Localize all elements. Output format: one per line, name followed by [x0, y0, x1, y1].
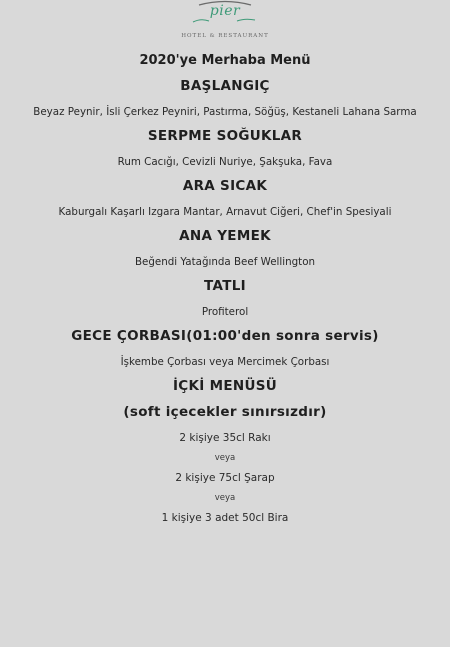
- logo-subtitle: HOTEL & RESTAURANT: [181, 33, 269, 39]
- drink-option-sarap: 2 kişiye 75cl Şarap: [175, 472, 275, 484]
- section-heading-icki-menusu: İÇKİ MENÜSÜ: [172, 378, 278, 394]
- section-items-ara-sicak: Kaburgalı Kaşarlı Izgara Mantar, Arnavut Ciğeri, Chef'in Spesiyali: [58, 206, 392, 218]
- section-items-baslangic: Beyaz Peynir, İsli Çerkez Peyniri, Pastırma, Söğüş, Kestaneli Lahana Sarma: [33, 106, 417, 118]
- drink-option-raki: 2 kişiye 35cl Rakı: [179, 432, 271, 444]
- drink-or-separator: veya: [214, 493, 236, 503]
- section-heading-gece-corbasi: GECE ÇORBASI(01:00'den sonra servis): [71, 328, 379, 344]
- section-heading-ara-sicak: ARA SICAK: [182, 178, 268, 194]
- menu-title: 2020'ye Merhaba Menü: [139, 53, 311, 68]
- logo-script-text: pier: [209, 3, 241, 19]
- section-heading-baslangic: BAŞLANGIÇ: [180, 78, 270, 94]
- section-heading-serpme-soguklar: SERPME SOĞUKLAR: [147, 128, 303, 144]
- drink-or-separator: veya: [214, 453, 236, 463]
- section-items-serpme-soguklar: Rum Cacığı, Cevizli Nuriye, Şakşuka, Fava: [117, 156, 333, 168]
- section-items-gece-corbasi: İşkembe Çorbası veya Mercimek Çorbası: [120, 356, 330, 368]
- section-items-ana-yemek: Beğendi Yatağında Beef Wellington: [134, 256, 316, 268]
- section-heading-tatli: TATLI: [204, 278, 246, 294]
- drink-option-bira: 1 kişiye 3 adet 50cl Bira: [161, 512, 289, 524]
- menu-content: [0, 51, 450, 526]
- drinks-subheading: (soft içecekler sınırsızdır): [123, 404, 327, 420]
- section-items-tatli: Profiterol: [201, 306, 249, 318]
- restaurant-logo: [0, 0, 450, 48]
- section-heading-ana-yemek: ANA YEMEK: [179, 228, 271, 244]
